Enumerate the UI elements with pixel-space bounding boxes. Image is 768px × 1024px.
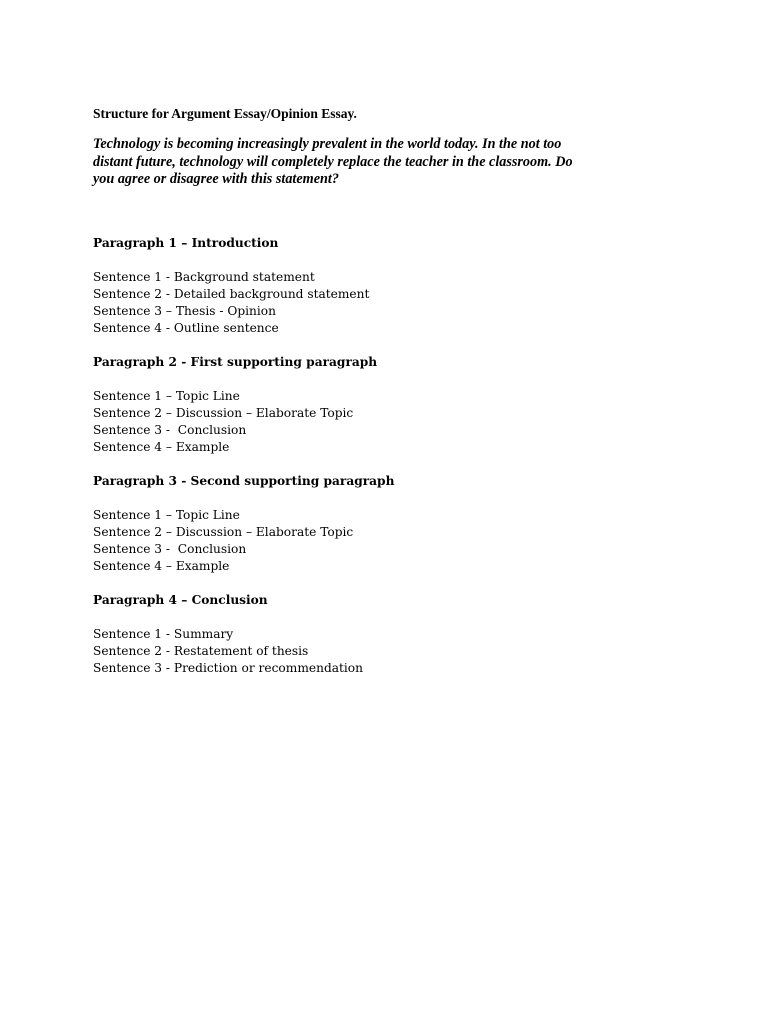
sentence-item: Sentence 3 – Thesis - Opinion: [93, 303, 276, 318]
sentence-item: Sentence 3 - Conclusion: [93, 541, 247, 556]
section-paragraph-1: [93, 235, 713, 337]
sentence-item: Sentence 2 – Discussion – Elaborate Topic: [93, 405, 354, 420]
document-title: Structure for Argument Essay/Opinion Essay.: [93, 106, 357, 121]
section-heading: Paragraph 1 – Introduction: [93, 235, 279, 250]
sentence-item: Sentence 1 – Topic Line: [93, 388, 240, 403]
sentence-item: Sentence 2 – Discussion – Elaborate Topic: [93, 524, 354, 539]
sentence-item: Sentence 4 – Example: [93, 558, 230, 573]
sentence-item: Sentence 3 - Prediction or recommendation: [93, 660, 363, 675]
sentence-item: Sentence 1 - Background statement: [93, 269, 315, 284]
sentence-list: [93, 507, 713, 575]
sentence-item: Sentence 2 - Detailed background statement: [93, 286, 370, 301]
sentence-list: [93, 626, 713, 677]
document-page: [93, 105, 713, 677]
section-paragraph-4: [93, 592, 713, 677]
section-heading: Paragraph 3 - Second supporting paragraph: [93, 473, 395, 488]
sentence-item: Sentence 3 - Conclusion: [93, 422, 247, 437]
section-paragraph-3: [93, 473, 713, 575]
essay-prompt: Technology is becoming increasingly prevalent in the world today. In the not too distant future, technology will completely replace the teacher in the classroom. Do you agree or disagree with this statement?: [93, 136, 573, 187]
section-heading: Paragraph 2 - First supporting paragraph: [93, 354, 378, 369]
sentence-list: [93, 388, 713, 456]
sentence-list: [93, 269, 713, 337]
sentence-item: Sentence 1 - Summary: [93, 626, 234, 641]
sentence-item: Sentence 1 – Topic Line: [93, 507, 240, 522]
sentence-item: Sentence 4 - Outline sentence: [93, 320, 279, 335]
section-paragraph-2: [93, 354, 713, 456]
sentence-item: Sentence 2 - Restatement of thesis: [93, 643, 309, 658]
section-heading: Paragraph 4 – Conclusion: [93, 592, 268, 607]
sentence-item: Sentence 4 – Example: [93, 439, 230, 454]
